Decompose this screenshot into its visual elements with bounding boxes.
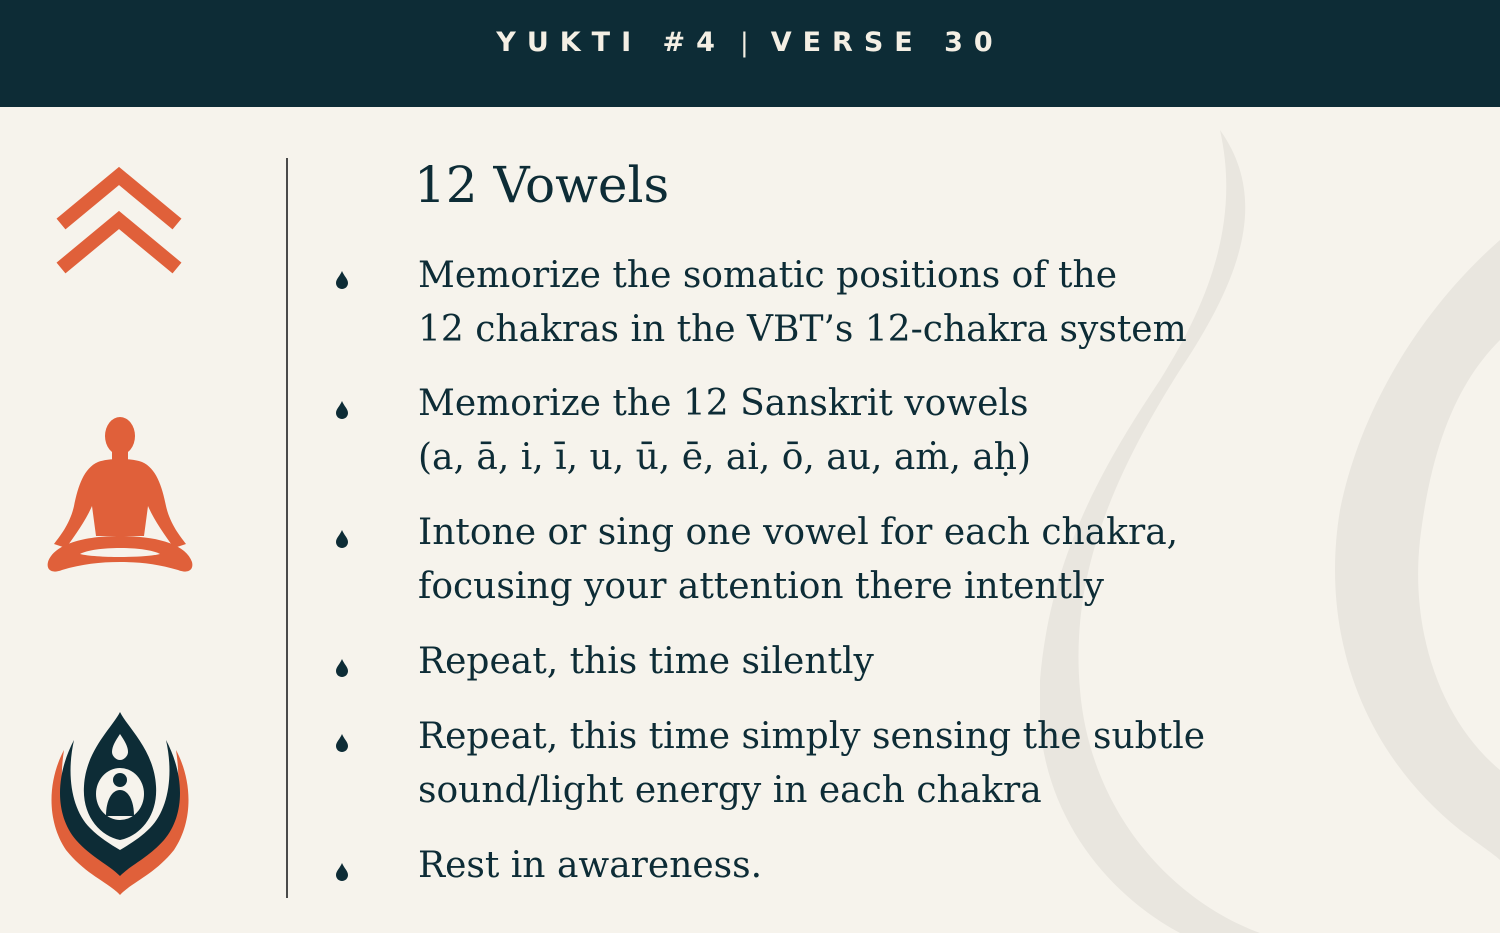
bullet-item xyxy=(418,377,1031,485)
bullet-line: focusing your attention there intently xyxy=(418,566,1104,607)
bullet-item xyxy=(418,710,1205,818)
header-bar xyxy=(0,0,1500,107)
double-chevron-up-icon xyxy=(55,166,183,276)
bullet-item xyxy=(418,249,1187,357)
bullet-line: (a, ā, i, ī, u, ū, ē, ai, ō, au, aṁ, aḥ) xyxy=(418,437,1032,478)
drop-bullet-icon xyxy=(335,734,349,752)
header-title xyxy=(496,27,1003,58)
bullet-line: Intone or sing one vowel for each chakra, xyxy=(418,512,1179,553)
vertical-divider xyxy=(286,158,288,898)
bullet-line: sound/light energy in each chakra xyxy=(418,770,1042,811)
bullet-line: Repeat, this time silently xyxy=(418,641,874,682)
drop-bullet-icon xyxy=(335,659,349,677)
lotus-flame-icon xyxy=(46,710,194,898)
bullet-line: Repeat, this time simply sensing the subtle xyxy=(418,716,1206,757)
header-separator: | xyxy=(739,27,749,58)
header-yukti-label: YUKTI #4 xyxy=(496,27,726,58)
bullet-item xyxy=(418,506,1178,614)
bullet-item xyxy=(418,635,874,689)
meditating-figure-icon xyxy=(44,416,196,576)
bullet-line: Memorize the somatic positions of the xyxy=(418,255,1118,296)
bullet-line: Memorize the 12 Sanskrit vowels xyxy=(418,383,1029,424)
bullet-item xyxy=(418,839,762,893)
drop-bullet-icon xyxy=(335,271,349,289)
drop-bullet-icon xyxy=(335,401,349,419)
drop-bullet-icon xyxy=(335,863,349,881)
bullet-line: Rest in awareness. xyxy=(418,845,763,886)
header-verse-label: VERSE 30 xyxy=(770,27,1004,58)
bullet-line: 12 chakras in the VBT’s 12-chakra system xyxy=(418,309,1187,350)
page-title: 12 Vowels xyxy=(414,156,670,214)
drop-bullet-icon xyxy=(335,530,349,548)
